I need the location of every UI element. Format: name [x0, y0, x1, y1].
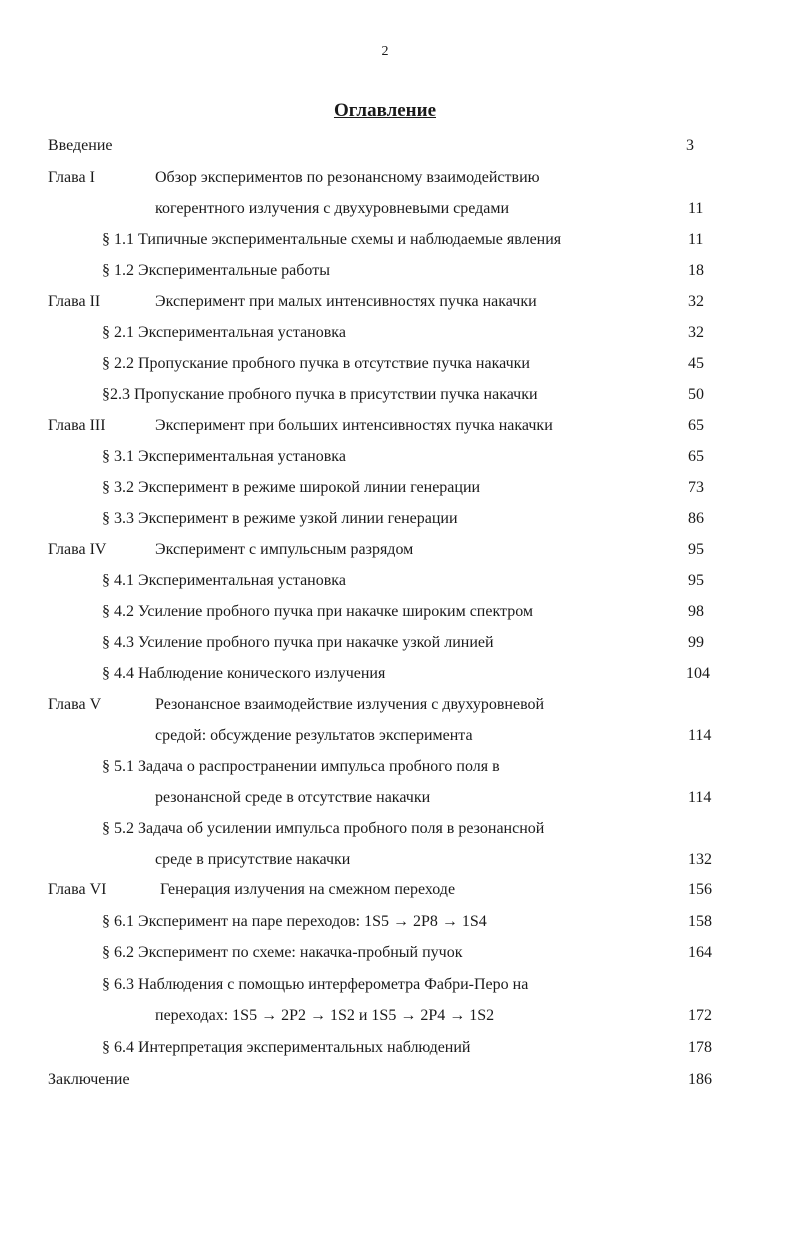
- toc-title: Эксперимент при малых интенсивностях пучка накачки: [155, 293, 537, 310]
- toc-page-number: 98: [688, 603, 704, 620]
- toc-page-number: 11: [688, 200, 704, 217]
- toc-page-number: 99: [688, 634, 704, 651]
- toc-page-number: 32: [688, 293, 704, 310]
- page-title: Оглавление: [333, 100, 437, 121]
- toc-title: § 6.3 Наблюдения с помощью интерферометра Фабри-Перо на: [102, 976, 529, 993]
- toc-title: § 3.1 Экспериментальная установка: [102, 448, 346, 465]
- toc-title: средой: обсуждение результатов эксперимента: [155, 727, 473, 744]
- toc-title: Резонансное взаимодействие излучения с двухуровневой: [155, 696, 545, 713]
- toc-page-number: 50: [688, 386, 704, 403]
- toc-page-number: 65: [688, 417, 704, 434]
- toc-label: Заключение: [48, 1071, 130, 1088]
- toc-label: Глава II: [48, 293, 101, 310]
- toc-title: резонансной среде в отсутствие накачки: [155, 789, 431, 806]
- toc-page-number: 164: [688, 944, 712, 961]
- toc-title: § 3.2 Эксперимент в режиме широкой линии генерации: [102, 479, 481, 496]
- toc-label: Глава III: [48, 417, 106, 434]
- toc-title: Обзор экспериментов по резонансному взаимодействию: [155, 169, 540, 186]
- toc-page-number: 45: [688, 355, 704, 372]
- toc-label: Введение: [48, 137, 113, 154]
- toc-page-number: 18: [688, 262, 704, 279]
- toc-label: Глава IV: [48, 541, 107, 558]
- toc-title: среде в присутствие накачки: [155, 851, 351, 868]
- toc-title: когерентного излучения с двухуровневыми средами: [155, 200, 510, 217]
- toc-page-number: 95: [688, 541, 704, 558]
- toc-title: § 2.1 Экспериментальная установка: [102, 324, 346, 341]
- toc-page-number: 156: [688, 881, 712, 898]
- toc-page-number: 114: [688, 727, 712, 744]
- toc-title: § 6.4 Интерпретация экспериментальных наблюдений: [102, 1039, 471, 1056]
- toc-title: Эксперимент с импульсным разрядом: [155, 541, 414, 558]
- toc-title: Эксперимент при больших интенсивностях пучка накачки: [155, 417, 553, 434]
- toc-label: Глава VI: [48, 881, 107, 898]
- toc-page-number: 104: [686, 665, 710, 682]
- toc-page-number: 32: [688, 324, 704, 341]
- toc-title: § 4.4 Наблюдение конического излучения: [102, 665, 386, 682]
- toc-page-number: 65: [688, 448, 704, 465]
- toc-page-number: 114: [688, 789, 712, 806]
- toc-page-number: 86: [688, 510, 704, 527]
- toc-title: Генерация излучения на смежном переходе: [160, 881, 456, 898]
- toc-title: § 5.1 Задача о распространении импульса пробного поля в: [102, 758, 500, 775]
- toc-label: Глава V: [48, 696, 102, 713]
- toc-title: § 6.2 Эксперимент по схеме: накачка-пробный пучок: [102, 944, 463, 961]
- toc-page-number: 186: [688, 1071, 712, 1088]
- toc-page-number: 132: [688, 851, 712, 868]
- toc-title: § 5.2 Задача об усилении импульса пробного поля в резонансной: [102, 820, 545, 837]
- toc-title: § 4.3 Усиление пробного пучка при накачке узкой линией: [102, 634, 494, 651]
- toc-title: § 4.1 Экспериментальная установка: [102, 572, 346, 589]
- toc-title: § 1.1 Типичные экспериментальные схемы и наблюдаемые явления: [102, 231, 562, 248]
- toc-page-number: 11: [688, 231, 704, 248]
- toc-title: § 2.2 Пропускание пробного пучка в отсутствие пучка накачки: [102, 355, 530, 372]
- toc-page-number: 158: [688, 913, 712, 930]
- toc-page-number: 73: [688, 479, 704, 496]
- toc-page-number: 95: [688, 572, 704, 589]
- page-number: 2: [381, 44, 389, 59]
- toc-title: §2.3 Пропускание пробного пучка в присутствии пучка накачки: [102, 386, 538, 403]
- toc-title: § 3.3 Эксперимент в режиме узкой линии генерации: [102, 510, 458, 527]
- toc-title: § 4.2 Усиление пробного пучка при накачке широким спектром: [102, 603, 534, 620]
- toc-page-number: 178: [688, 1039, 712, 1056]
- toc-label: Глава I: [48, 169, 95, 186]
- toc-page-number: 3: [686, 137, 694, 154]
- toc-title: § 6.1 Эксперимент на паре переходов: 1S5 → 2P8 → 1S4: [102, 913, 487, 930]
- toc-title: переходах: 1S5 → 2P2 → 1S2 и 1S5 → 2P4 → 1S2: [155, 1007, 495, 1024]
- toc-page-number: 172: [688, 1007, 712, 1024]
- toc-title: § 1.2 Экспериментальные работы: [102, 262, 330, 279]
